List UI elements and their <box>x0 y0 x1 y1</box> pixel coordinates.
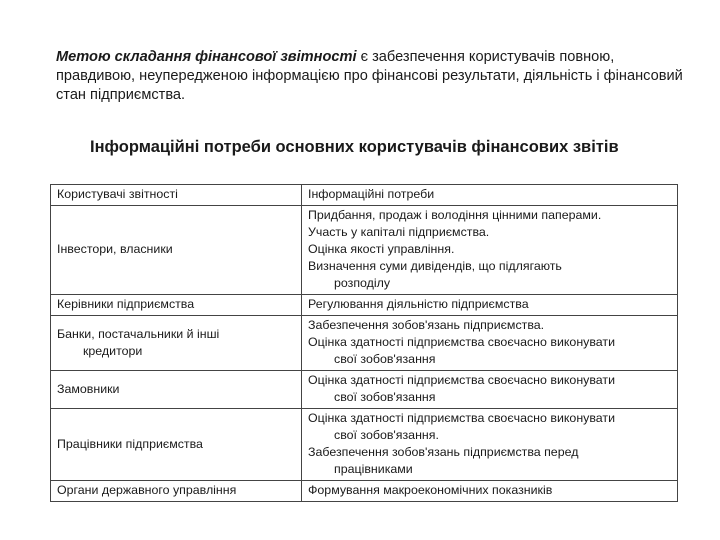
user-cell <box>51 409 302 481</box>
need-line: Формування макроекономічних показників <box>308 483 553 497</box>
user-label: Замовники <box>57 381 120 396</box>
needs-cell <box>302 206 678 295</box>
needs-cell <box>302 295 678 316</box>
need-line: розподілу <box>334 276 391 290</box>
need-line: Забезпечення зобов'язань підприємства перед <box>308 445 579 459</box>
intro-rest: є забезпечення користувачів повною, правдивою, неупередженою інформацією про фінансові результати, діяльність і фінансовий стан підприємства. <box>56 49 683 103</box>
user-label: Працівники підприємства <box>57 436 203 451</box>
user-cell <box>51 316 302 371</box>
user-label: кредитори <box>83 343 143 358</box>
intro-lead: Метою складання фінансової звітності <box>56 49 357 65</box>
user-label: Банки, постачальники й інші <box>57 326 220 341</box>
need-line: Оцінка здатності підприємства своєчасно виконувати <box>308 373 616 387</box>
need-line: Оцінка якості управління. <box>308 242 455 256</box>
users-needs-table <box>50 184 678 502</box>
table-row <box>51 409 678 481</box>
need-line: Визначення суми дивідендів, що підлягають <box>308 259 562 273</box>
need-line: Придбання, продаж і володіння цінними паперами. <box>308 208 602 222</box>
need-line: Участь у капіталі підприємства. <box>308 225 490 239</box>
user-label: Керівники підприємства <box>57 297 195 311</box>
user-cell <box>51 206 302 295</box>
need-line: працівниками <box>334 462 413 476</box>
header-needs: Інформаційні потреби <box>302 185 678 206</box>
user-cell <box>51 295 302 316</box>
need-line: Оцінка здатності підприємства своєчасно виконувати <box>308 411 616 425</box>
need-line: Регулювання діяльністю підприємства <box>308 297 529 311</box>
table-header-row <box>51 185 678 206</box>
table-body <box>51 206 678 502</box>
need-line: свої зобов'язання <box>334 352 436 366</box>
table-row <box>51 481 678 502</box>
user-label: Інвестори, власники <box>57 242 173 256</box>
need-line: Забезпечення зобов'язань підприємства. <box>308 318 545 332</box>
need-line: Оцінка здатності підприємства своєчасно виконувати <box>308 335 616 349</box>
needs-cell <box>302 409 678 481</box>
user-cell <box>51 481 302 502</box>
needs-cell <box>302 481 678 502</box>
intro-paragraph <box>56 48 696 105</box>
table-row <box>51 371 678 409</box>
header-users: Користувачі звітності <box>51 185 302 206</box>
need-line: свої зобов'язання. <box>334 428 439 442</box>
user-cell <box>51 371 302 409</box>
table-row <box>51 316 678 371</box>
needs-cell <box>302 371 678 409</box>
table-row <box>51 206 678 295</box>
need-line: свої зобов'язання <box>334 390 436 404</box>
needs-cell <box>302 316 678 371</box>
user-label: Органи державного управління <box>57 483 237 497</box>
table-heading: Інформаційні потреби основних користувачів фінансових звітів <box>90 138 619 156</box>
table-row <box>51 295 678 316</box>
